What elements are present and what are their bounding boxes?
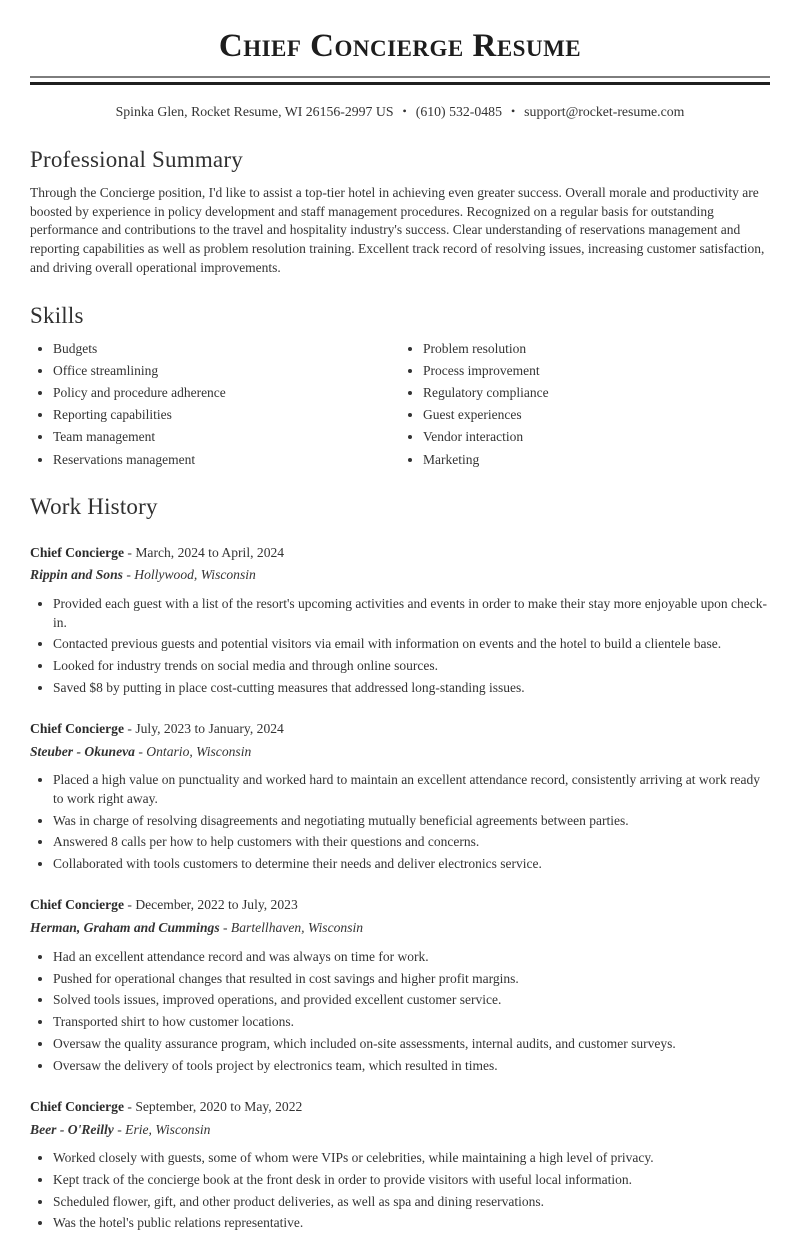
skill-item: • Reservations management (53, 451, 400, 469)
skill-item: • Regulatory compliance (423, 384, 770, 402)
contact-separator: • (510, 103, 516, 118)
job-bullet-list (30, 595, 770, 697)
job-bullet: • Placed a high value on punctuality and worked hard to maintain an excellent attendance record, consistently arriving at work ready to work right away. (53, 771, 770, 808)
skill-item: • Marketing (423, 451, 770, 469)
page-title: Chief Concierge Resume (218, 28, 582, 64)
header-divider (30, 76, 770, 85)
job-bullet: • Pushed for operational changes that resulted in cost savings and higher profit margins. (53, 970, 770, 988)
job-bullet: • Was in charge of resolving disagreements and negotiating mutually beneficial agreements between parties. (53, 812, 770, 830)
job-company: Rippin and Sons (30, 567, 123, 583)
contact-phone: (610) 532-0485 (415, 103, 502, 119)
job-title-line (30, 720, 770, 738)
job-location: - Erie, Wisconsin (113, 1121, 211, 1137)
skill-item: • Team management (53, 428, 400, 446)
job-title: Chief Concierge (30, 544, 124, 560)
skill-item: • Reporting capabilities (53, 406, 400, 424)
skills-heading: Skills (30, 303, 84, 329)
job-bullet: • Kept track of the concierge book at the front desk in order to provide visitors with useful local information. (53, 1171, 770, 1189)
job-location: - Hollywood, Wisconsin (122, 567, 256, 583)
job-title-line (30, 1098, 770, 1116)
job-bullet: • Answered 8 calls per how to help customers with their questions and concerns. (53, 833, 770, 851)
job-company-line (30, 919, 770, 937)
job-title: Chief Concierge (30, 897, 124, 913)
job-company: Steuber - Okuneva (30, 743, 135, 759)
job-location: - Bartellhaven, Wisconsin (219, 920, 364, 936)
job-bullet-list (30, 1149, 770, 1233)
skill-item: • Guest experiences (423, 406, 770, 424)
job-bullet: • Provided each guest with a list of the resort's upcoming activities and events in order to make their stay more enjoyable upon check-in. (53, 595, 770, 632)
contact-address: Spinka Glen, Rocket Resume, WI 26156-2997 US (115, 103, 394, 119)
skill-item: • Process improvement (423, 362, 770, 380)
job-entry (30, 544, 770, 697)
job-bullet: • Oversaw the quality assurance program, which included on-site assessments, internal audits, and customer surveys. (53, 1035, 770, 1053)
job-bullet-list (30, 948, 770, 1075)
job-entry (30, 720, 770, 873)
job-dates: - December, 2022 to July, 2023 (124, 897, 298, 913)
skill-item: • Vendor interaction (423, 428, 770, 446)
job-entry (30, 896, 770, 1074)
summary-heading: Professional Summary (30, 146, 243, 172)
job-company: Beer - O'Reilly (30, 1121, 114, 1137)
job-company: Herman, Graham and Cummings (30, 920, 220, 936)
skill-item: • Office streamlining (53, 362, 400, 380)
skills-list-left (30, 336, 400, 468)
job-dates: - March, 2024 to April, 2024 (124, 544, 285, 560)
job-title-line (30, 544, 770, 562)
job-bullet: • Transported shirt to how customer locations. (53, 1013, 770, 1031)
job-dates: - September, 2020 to May, 2022 (124, 1098, 303, 1114)
job-company-line (30, 743, 770, 761)
contact-email: support@rocket-resume.com (524, 103, 685, 119)
job-title-line (30, 896, 770, 914)
job-title: Chief Concierge (30, 721, 124, 737)
job-entry (30, 1098, 770, 1233)
skills-columns (30, 336, 770, 468)
job-bullet-list (30, 771, 770, 873)
contact-separator: • (402, 103, 407, 118)
job-company-line (30, 1121, 770, 1139)
job-bullet: • Contacted previous guests and potential visitors via email with information on events and the hotel to build a clientele base. (53, 635, 770, 653)
skill-item: • Policy and procedure adherence (53, 384, 400, 402)
job-location: - Ontario, Wisconsin (134, 743, 252, 759)
job-bullet: • Solved tools issues, improved operations, and provided excellent customer service. (53, 991, 770, 1009)
work-history-heading: Work History (30, 494, 158, 520)
job-bullet: • Saved $8 by putting in place cost-cutting measures that addressed long-standing issues. (53, 679, 770, 697)
skill-item: • Problem resolution (423, 340, 770, 358)
job-dates: - July, 2023 to January, 2024 (124, 721, 284, 737)
job-bullet: • Collaborated with tools customers to determine their needs and deliver electronics service. (53, 855, 770, 873)
job-company-line (30, 566, 770, 584)
contact-line (30, 103, 770, 121)
skills-list-right (400, 336, 770, 468)
job-bullet: • Had an excellent attendance record and was always on time for work. (53, 948, 770, 966)
job-title: Chief Concierge (30, 1098, 124, 1114)
job-bullet: • Oversaw the delivery of tools project by electronics team, which resulted in times. (53, 1057, 770, 1075)
job-bullet: • Worked closely with guests, some of whom were VIPs or celebrities, while maintaining a high level of privacy. (53, 1149, 770, 1167)
job-bullet: • Scheduled flower, gift, and other product deliveries, as well as spa and dining reservations. (53, 1193, 770, 1211)
summary-text: Through the Concierge position, I'd like to assist a top-tier hotel in achieving even greater success. Overall morale and productivity are boosted by experience in policy development and staff management procedures. Recognized on a regular basis for outstanding performance and contributions to the travel and hospitality industry's success. Clear understanding of reservations management and reporting capabilities as well as problem resolution training. Excellent track record of resolving issues, increasing customer satisfaction, and driving overall operational improvements. (30, 185, 765, 275)
job-bullet: • Was the hotel's public relations representative. (53, 1214, 770, 1232)
skill-item: • Budgets (53, 340, 400, 358)
job-bullet: • Looked for industry trends on social media and through online sources. (53, 657, 770, 675)
